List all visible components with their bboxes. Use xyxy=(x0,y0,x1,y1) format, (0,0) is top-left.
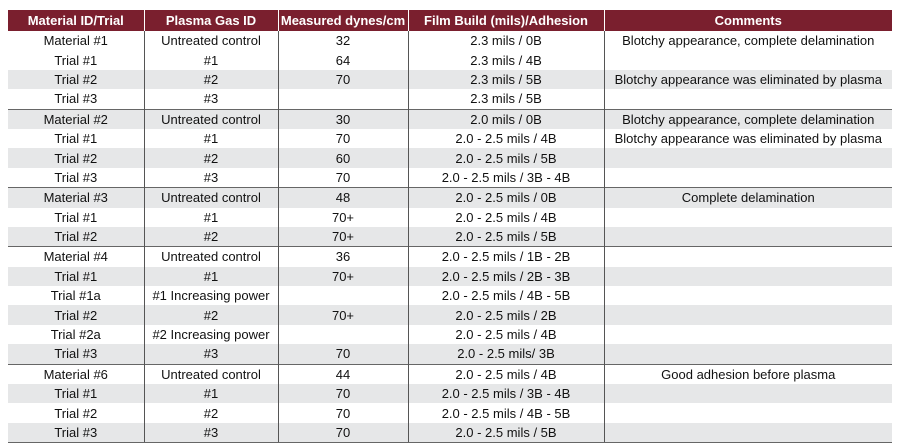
cell-film-build: 2.3 mils / 5B xyxy=(408,70,604,89)
cell-measured-dynes: 70 xyxy=(278,384,408,403)
cell-comments xyxy=(604,384,892,403)
cell-comments xyxy=(604,267,892,286)
cell-material-id: Trial #1 xyxy=(8,208,144,227)
cell-film-build: 2.0 - 2.5 mils / 4B xyxy=(408,325,604,344)
table-row xyxy=(8,188,892,208)
cell-comments xyxy=(604,89,892,109)
cell-comments xyxy=(604,325,892,344)
cell-material-id: Material #2 xyxy=(8,109,144,129)
cell-measured-dynes: 70+ xyxy=(278,267,408,286)
plasma-results-table xyxy=(8,10,892,443)
cell-material-id: Trial #1 xyxy=(8,129,144,148)
cell-measured-dynes: 36 xyxy=(278,247,408,267)
cell-plasma-gas-id: #3 xyxy=(144,168,278,188)
cell-measured-dynes: 44 xyxy=(278,364,408,384)
cell-measured-dynes: 70 xyxy=(278,344,408,364)
cell-comments: Blotchy appearance, complete delamination xyxy=(604,109,892,129)
cell-comments xyxy=(604,403,892,422)
cell-comments: Blotchy appearance was eliminated by plasma xyxy=(604,70,892,89)
cell-material-id: Material #6 xyxy=(8,364,144,384)
cell-material-id: Trial #1 xyxy=(8,50,144,69)
cell-comments: Complete delamination xyxy=(604,188,892,208)
cell-material-id: Trial #2 xyxy=(8,305,144,324)
cell-plasma-gas-id: #3 xyxy=(144,89,278,109)
cell-comments xyxy=(604,286,892,305)
cell-plasma-gas-id: #2 xyxy=(144,148,278,167)
cell-plasma-gas-id: #3 xyxy=(144,423,278,443)
cell-plasma-gas-id: #1 xyxy=(144,267,278,286)
cell-plasma-gas-id: Untreated control xyxy=(144,109,278,129)
cell-plasma-gas-id: Untreated control xyxy=(144,188,278,208)
table-row xyxy=(8,267,892,286)
cell-plasma-gas-id: Untreated control xyxy=(144,364,278,384)
cell-material-id: Trial #3 xyxy=(8,423,144,443)
header-film-build: Film Build (mils)/Adhesion xyxy=(408,10,604,31)
table-row xyxy=(8,384,892,403)
cell-plasma-gas-id: Untreated control xyxy=(144,247,278,267)
cell-material-id: Trial #3 xyxy=(8,168,144,188)
cell-comments xyxy=(604,50,892,69)
table-row xyxy=(8,50,892,69)
cell-plasma-gas-id: #2 xyxy=(144,227,278,247)
cell-measured-dynes: 60 xyxy=(278,148,408,167)
table-row xyxy=(8,344,892,364)
cell-comments xyxy=(604,148,892,167)
cell-film-build: 2.0 - 2.5 mils / 5B xyxy=(408,423,604,443)
table-header-row xyxy=(8,10,892,31)
cell-film-build: 2.0 - 2.5 mils / 4B xyxy=(408,208,604,227)
cell-comments xyxy=(604,227,892,247)
cell-film-build: 2.0 - 2.5 mils / 4B - 5B xyxy=(408,403,604,422)
cell-plasma-gas-id: #2 xyxy=(144,70,278,89)
table-row xyxy=(8,70,892,89)
cell-measured-dynes: 70+ xyxy=(278,305,408,324)
cell-material-id: Trial #2 xyxy=(8,148,144,167)
cell-plasma-gas-id: #1 xyxy=(144,50,278,69)
cell-film-build: 2.0 - 2.5 mils / 4B xyxy=(408,364,604,384)
cell-material-id: Trial #2 xyxy=(8,403,144,422)
cell-material-id: Trial #1 xyxy=(8,267,144,286)
cell-film-build: 2.3 mils / 0B xyxy=(408,31,604,50)
results-table-container xyxy=(8,10,892,443)
cell-material-id: Material #1 xyxy=(8,31,144,50)
cell-plasma-gas-id: #1 xyxy=(144,384,278,403)
table-row xyxy=(8,148,892,167)
cell-plasma-gas-id: #2 xyxy=(144,403,278,422)
cell-measured-dynes: 70+ xyxy=(278,208,408,227)
cell-material-id: Trial #3 xyxy=(8,89,144,109)
table-row xyxy=(8,129,892,148)
cell-measured-dynes xyxy=(278,89,408,109)
cell-film-build: 2.0 - 2.5 mils / 3B - 4B xyxy=(408,168,604,188)
cell-plasma-gas-id: #3 xyxy=(144,344,278,364)
cell-measured-dynes: 30 xyxy=(278,109,408,129)
header-measured-dynes: Measured dynes/cm xyxy=(278,10,408,31)
cell-material-id: Material #3 xyxy=(8,188,144,208)
cell-film-build: 2.0 - 2.5 mils / 0B xyxy=(408,188,604,208)
cell-material-id: Trial #2a xyxy=(8,325,144,344)
table-row xyxy=(8,227,892,247)
table-row xyxy=(8,403,892,422)
table-row xyxy=(8,423,892,443)
table-row xyxy=(8,168,892,188)
cell-film-build: 2.0 - 2.5 mils / 5B xyxy=(408,227,604,247)
cell-comments: Blotchy appearance, complete delamination xyxy=(622,33,875,49)
cell-comments: Good adhesion before plasma xyxy=(604,364,892,384)
cell-measured-dynes: 32 xyxy=(278,31,408,50)
cell-measured-dynes: 70 xyxy=(278,70,408,89)
cell-comments xyxy=(604,305,892,324)
cell-measured-dynes: 70+ xyxy=(278,227,408,247)
cell-film-build: 2.3 mils / 4B xyxy=(408,50,604,69)
table-row xyxy=(8,89,892,109)
cell-plasma-gas-id: Untreated control xyxy=(144,31,278,50)
cell-film-build: 2.0 - 2.5 mils / 4B - 5B xyxy=(408,286,604,305)
table-row xyxy=(8,364,892,384)
cell-comments xyxy=(604,168,892,188)
cell-material-id: Trial #3 xyxy=(8,344,144,364)
cell-film-build: 2.3 mils / 5B xyxy=(408,89,604,109)
cell-plasma-gas-id: #1 xyxy=(144,129,278,148)
cell-comments xyxy=(604,423,892,443)
cell-film-build: 2.0 - 2.5 mils / 4B xyxy=(408,129,604,148)
cell-material-id: Trial #2 xyxy=(8,70,144,89)
cell-comments: Blotchy appearance was eliminated by plasma xyxy=(614,131,882,147)
cell-material-id: Material #4 xyxy=(8,247,144,267)
cell-measured-dynes: 64 xyxy=(278,50,408,69)
cell-film-build: 2.0 - 2.5 mils / 5B xyxy=(408,148,604,167)
cell-film-build: 2.0 - 2.5 mils / 3B - 4B xyxy=(408,384,604,403)
table-row xyxy=(8,208,892,227)
cell-measured-dynes: 70 xyxy=(278,403,408,422)
cell-film-build: 2.0 - 2.5 mils / 2B xyxy=(408,305,604,324)
cell-material-id: Trial #1 xyxy=(8,384,144,403)
cell-measured-dynes: 48 xyxy=(278,188,408,208)
cell-plasma-gas-id: #1 xyxy=(144,208,278,227)
cell-measured-dynes: 70 xyxy=(278,423,408,443)
table-row xyxy=(8,31,892,50)
cell-measured-dynes xyxy=(278,325,408,344)
cell-plasma-gas-id: #1 Increasing power xyxy=(144,286,278,305)
header-plasma-gas-id: Plasma Gas ID xyxy=(144,10,278,31)
cell-measured-dynes xyxy=(278,286,408,305)
cell-film-build: 2.0 - 2.5 mils / 1B - 2B xyxy=(408,247,604,267)
cell-comments xyxy=(604,344,892,364)
cell-film-build: 2.0 mils / 0B xyxy=(408,109,604,129)
table-body xyxy=(8,31,892,443)
cell-film-build: 2.0 - 2.5 mils / 2B - 3B xyxy=(408,267,604,286)
cell-film-build: 2.0 - 2.5 mils/ 3B xyxy=(408,344,604,364)
table-row xyxy=(8,247,892,267)
cell-plasma-gas-id: #2 Increasing power xyxy=(144,325,278,344)
cell-comments xyxy=(604,208,892,227)
header-comments: Comments xyxy=(604,10,892,31)
cell-plasma-gas-id: #2 xyxy=(144,305,278,324)
cell-comments xyxy=(604,247,892,267)
cell-material-id: Trial #1a xyxy=(8,286,144,305)
table-row xyxy=(8,305,892,324)
table-row xyxy=(8,286,892,305)
header-material-id: Material ID/Trial xyxy=(8,10,144,31)
cell-material-id: Trial #2 xyxy=(8,227,144,247)
table-row xyxy=(8,109,892,129)
cell-measured-dynes: 70 xyxy=(278,129,408,148)
cell-measured-dynes: 70 xyxy=(278,168,408,188)
table-row xyxy=(8,325,892,344)
